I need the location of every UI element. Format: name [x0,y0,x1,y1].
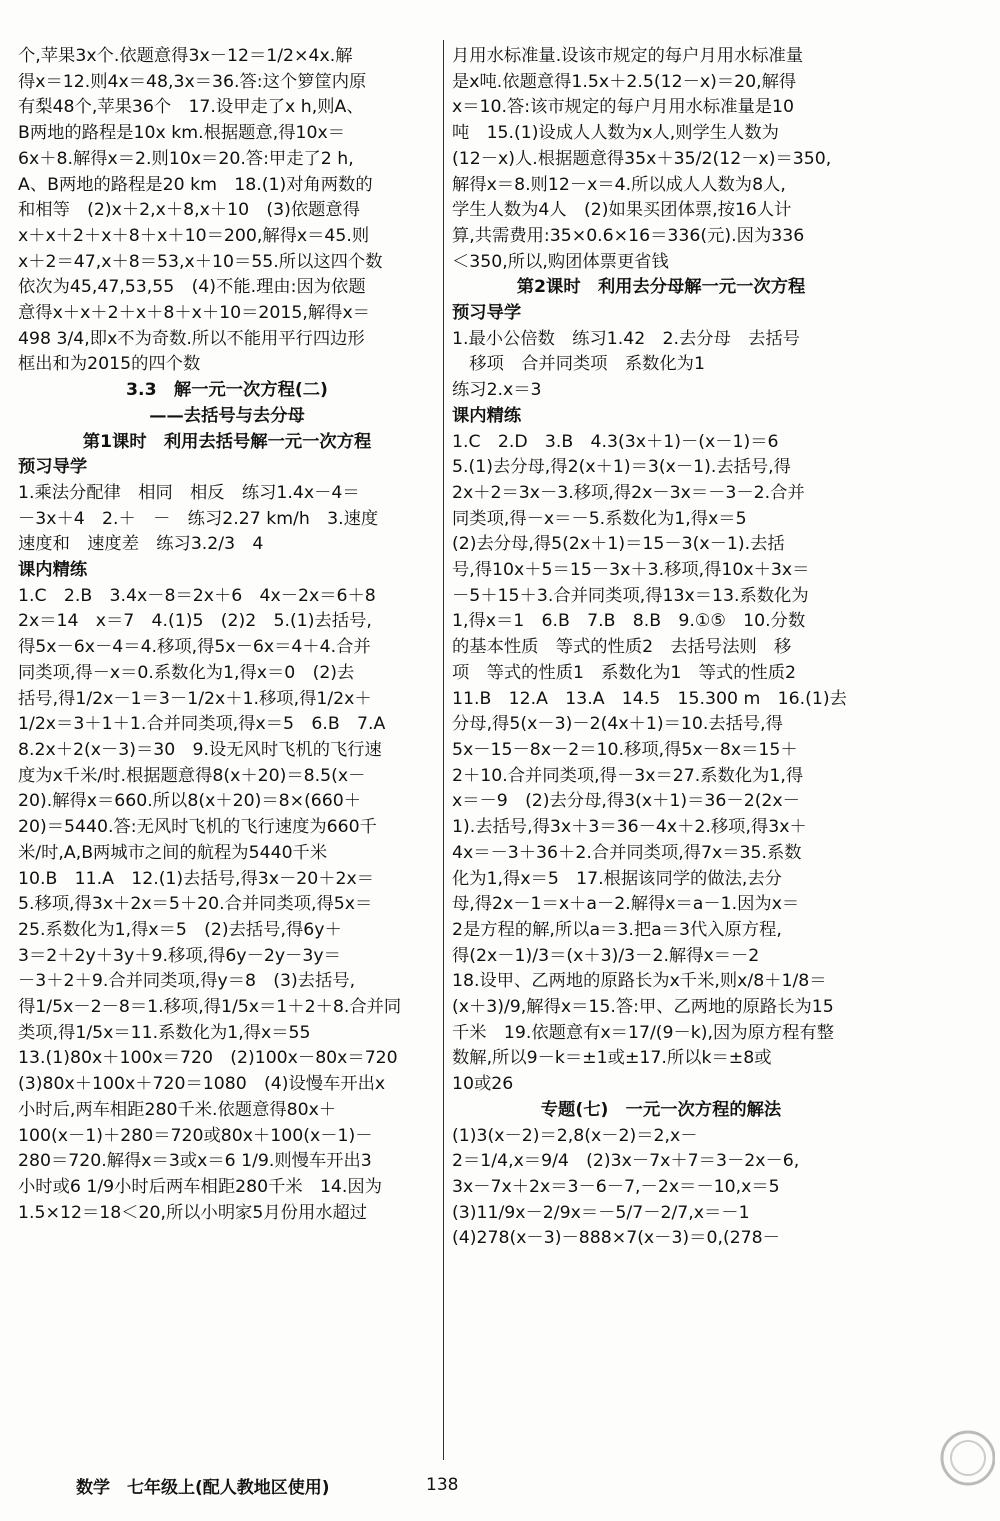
text-line: 1.C 2.D 3.B 4.3(3x＋1)－(x－1)＝6 [452,431,779,452]
text-line: 第2课时 利用去分母解一元一次方程 [516,277,806,298]
text-line: 算,共需费用:35×0.6×16＝336(元).因为336 [452,225,805,246]
text-line: 498 3/4,即x不为奇数.所以不能用平行四边形 [18,328,365,349]
text-line: 同类项,得－x＝－5.系数化为1,得x＝5 [452,508,747,529]
text-line: x＝10.答:该市规定的每户月用水标准量是10 [452,97,795,118]
text-line: 学生人数为4人 (2)如果买团体票,按16人计 [452,200,792,221]
text-line: 1).去括号,得3x＋3＝36－4x＋2.移项,得3x＋ [452,817,807,838]
text-line: 练习2.x＝3 [452,380,542,401]
text-line: B两地的路程是10x km.根据题意,得10x＝ [18,123,345,144]
text-line: (2)去分母,得5(2x＋1)＝15－3(x－1).去括 [452,534,785,555]
text-line: 5x－15－8x－2＝10.移项,得5x－8x＝15＋ [452,739,798,760]
text-line: (3)80x＋100x＋720＝1080 (4)设慢车开出x [18,1074,386,1095]
text-line: 预习导学 [452,303,522,324]
text-line: 化为1,得x＝5 17.根据该同学的做法,去分 [452,868,782,889]
text-line: 2x＋2＝3x－3.移项,得2x－3x＝－3－2.合并 [452,482,805,503]
text-line: 得5x－6x－4＝4.移项,得5x－6x＝4＋4.合并 [18,637,371,658]
text-line: 1.最小公倍数 练习1.42 2.去分母 去括号 [452,328,800,349]
text-line: (4)278(x－3)－888×7(x－3)＝0,(278－ [452,1228,780,1249]
text-line: 千米 19.依题意有x＝17/(9－k),因为原方程有整 [452,1022,835,1043]
text-line: 25.系数化为1,得x＝5 (2)去括号,得6y＋ [18,919,342,940]
text-line: 意得x＋x＋2＋x＋8＋x＋10＝2015,解得x＝ [18,303,370,324]
text-line: ——去括号与去分母 [149,405,305,426]
text-line: 小时或6 1/9小时后两车相距280千米 14.因为 [18,1176,382,1197]
text-line: 2＋10.合并同类项,得－3x＝27.系数化为1,得 [452,765,804,786]
text-line: 课内精练 [452,405,522,426]
text-line: 20)＝5440.答:无风时飞机的飞行速度为660千 [18,817,377,838]
text-line: 1,得x＝1 6.B 7.B 8.B 9.①⑤ 10.分数 [452,611,806,632]
text-line: A、B两地的路程是20 km 18.(1)对角两数的 [18,174,373,195]
text-line: 11.B 12.A 13.A 14.5 15.300 m 16.(1)去 [452,688,847,709]
text-line: 得1/5x－2－8＝1.移项,得1/5x＝1＋2＋8.合并同 [18,997,402,1018]
text-line: 项 等式的性质1 系数化为1 等式的性质2 [452,662,797,683]
left-column [18,44,436,1226]
book-title: 数学 七年级上(配人教地区使用) [76,1478,330,1498]
text-line: 的基本性质 等式的性质2 去括号法则 移 [452,637,792,658]
text-line: 米/时,A,B两城市之间的航程为5440千米 [18,842,328,863]
text-line: 框出和为2015的四个数 [18,354,201,375]
text-line: 吨 15.(1)设成人人数为x人,则学生人数为 [452,123,779,144]
text-line: 依次为45,47,53,55 (4)不能.理由:因为依题 [18,277,366,298]
text-line: 280＝720.解得x＝3或x＝6 1/9.则慢车开出3 [18,1151,372,1172]
text-line: 3.3 解一元一次方程(二) [126,380,328,401]
text-line: (12－x)人.根据题意得35x＋35/2(12－x)＝350, [452,148,832,169]
text-line: x＋2＝47,x＋8＝53,x＋10＝55.所以这四个数 [18,251,383,272]
text-line: 月用水标准量.设该市规定的每户月用水标准量 [452,46,804,66]
text-line: 13.(1)80x＋100x＝720 (2)100x－80x＝720 [18,1048,398,1069]
text-line: (x＋3)/9,解得x＝15.答:甲、乙两地的原路长为15 [452,997,834,1018]
column-divider [443,40,444,1460]
text-line: 5.移项,得3x＋2x＝5＋20.合并同类项,得5x＝ [18,894,373,915]
text-line: 小时后,两车相距280千米.依题意得80x＋ [18,1099,337,1120]
text-line: 得(2x－1)/3＝(x＋3)/3－2.解得x＝－2 [452,945,760,966]
text-line: 个,苹果3x个.依题意得3x－12＝1/2×4x.解 [18,46,353,66]
text-line: 3＝2＋2y＋3y＋9.移项,得6y－2y－3y＝ [18,945,341,966]
text-line: (1)3(x－2)＝2,8(x－2)＝2,x－ [452,1125,698,1146]
text-line: 18.设甲、乙两地的原路长为x千米,则x/8＋1/8＝ [452,971,827,992]
text-line: －5＋15＋3.合并同类项,得13x＝13.系数化为 [452,585,809,606]
text-line: 第1课时 利用去括号解一元一次方程 [82,431,372,452]
text-line: 分母,得5(x－3)－2(4x＋1)＝10.去括号,得 [452,714,783,735]
text-line: 速度和 速度差 练习3.2/3 4 [18,534,264,555]
text-line: 2是方程的解,所以a＝3.把a＝3代入原方程, [452,919,782,940]
text-line: 专题(七) 一元一次方程的解法 [540,1099,782,1120]
text-line: 括号,得1/2x－1＝3－1/2x＋1.移项,得1/2x＋ [18,688,372,709]
text-line: 数解,所以9－k＝±1或±17.所以k＝±8或 [452,1048,772,1069]
text-line: ＜350,所以,购团体票更省钱 [452,251,669,272]
text-line: －3x＋4 2.＋ － 练习2.27 km/h 3.速度 [18,508,379,529]
text-line: 移项 合并同类项 系数化为1 [452,354,705,375]
text-line: 得x＝12.则4x＝48,3x＝36.答:这个箩筐内原 [18,71,367,92]
text-line: 8.2x＋2(x－3)＝30 9.设无风时飞机的飞行速 [18,739,382,760]
text-line: 解得x＝8.则12－x＝4.所以成人人数为8人, [452,174,786,195]
page-number: 138 [426,1475,459,1495]
text-line: 度为x千米/时.根据题意得8(x＋20)＝8.5(x－ [18,765,366,786]
text-line: 100(x－1)＋280＝720或80x＋100(x－1)－ [18,1125,373,1146]
right-column [452,44,870,1252]
watermark-logo [880,1428,995,1516]
text-line: 2＝1/4,x＝9/4 (2)3x－7x＋7＝3－2x－6, [452,1151,800,1172]
text-line: 20).解得x＝660.所以8(x＋20)＝8×(660＋ [18,791,362,812]
text-line: 有梨48个,苹果36个 17.设甲走了x h,则A、 [18,97,364,118]
text-line: 5.(1)去分母,得2(x＋1)＝3(x－1).去括号,得 [452,457,791,478]
text-line: 1.C 2.B 3.4x－8＝2x＋6 4x－2x＝6＋8 [18,585,376,606]
text-line: 同类项,得－x＝0.系数化为1,得x＝0 (2)去 [18,662,355,683]
text-line: x＋x＋2＋x＋8＋x＋10＝200,解得x＝45.则 [18,225,370,246]
text-line: 号,得10x＋5＝15－3x＋3.移项,得10x＋3x＝ [452,560,810,581]
text-line: 1.5×12＝18＜20,所以小明家5月份用水超过 [18,1202,368,1223]
text-line: (3)11/9x－2/9x＝－5/7－2/7,x＝－1 [452,1202,750,1223]
text-line: 课内精练 [18,560,88,581]
text-line: 10.B 11.A 12.(1)去括号,得3x－20＋2x＝ [18,868,375,889]
text-line: 和相等 (2)x＋2,x＋8,x＋10 (3)依题意得 [18,200,360,221]
text-line: 是x吨.依题意得1.5x＋2.5(12－x)＝20,解得 [452,71,797,92]
text-line: 4x＝－3＋36＋2.合并同类项,得7x＝35.系数 [452,842,802,863]
text-line: 1/2x＝3＋1＋1.合并同类项,得x＝5 6.B 7.A [18,714,386,735]
text-line: 母,得2x－1＝x＋a－2.解得x＝a－1.因为x＝ [452,894,800,915]
page-footer [76,1473,459,1498]
text-line: －3＋2＋9.合并同类项,得y＝8 (3)去括号, [18,971,356,992]
text-line: 类项,得1/5x＝11.系数化为1,得x＝55 [18,1022,311,1043]
text-line: x＝－9 (2)去分母,得3(x＋1)＝36－2(2x－ [452,791,800,812]
text-line: 1.乘法分配律 相同 相反 练习1.4x－4＝ [18,482,360,503]
text-line: 10或26 [452,1074,514,1095]
text-line: 预习导学 [18,457,88,478]
text-line: 2x＝14 x＝7 4.(1)5 (2)2 5.(1)去括号, [18,611,372,632]
text-line: 3x－7x＋2x＝3－6－7,－2x＝－10,x＝5 [452,1176,780,1197]
text-line: 6x＋8.解得x＝2.则10x＝20.答:甲走了2 h, [18,148,354,169]
